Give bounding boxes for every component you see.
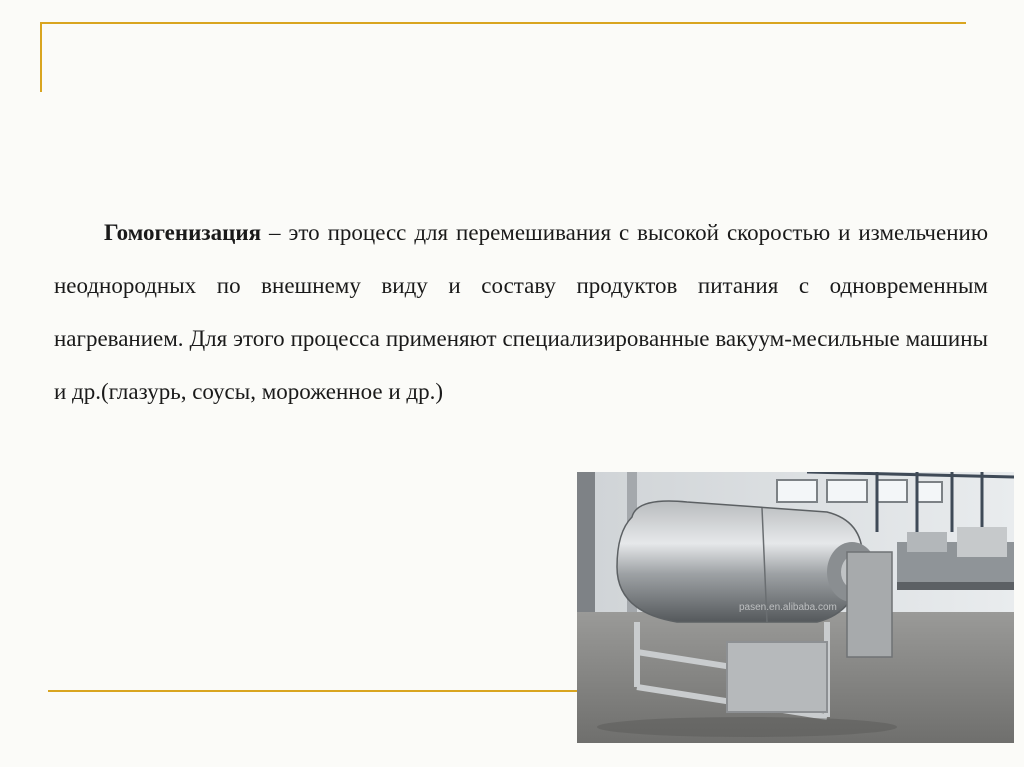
slide-body-text <box>54 206 988 418</box>
top-accent-line <box>40 22 966 24</box>
term-bold: Гомогенизация <box>104 220 262 245</box>
vacuum-tumbler-photo <box>577 472 1014 743</box>
bottom-accent-line <box>48 690 578 692</box>
left-accent-line <box>40 22 42 92</box>
term-definition: – это процесс для перемешивания с высокой скоростью и измельчению неоднородных по внешнему виду и составу продуктов питания с одновременным нагреванием. Для этого процесса применяют специализированные вакуум-месильные машины и др.(глазурь, соусы, мороженное и др.) <box>54 220 988 404</box>
photo-watermark: pasen.en.alibaba.com <box>739 602 837 613</box>
